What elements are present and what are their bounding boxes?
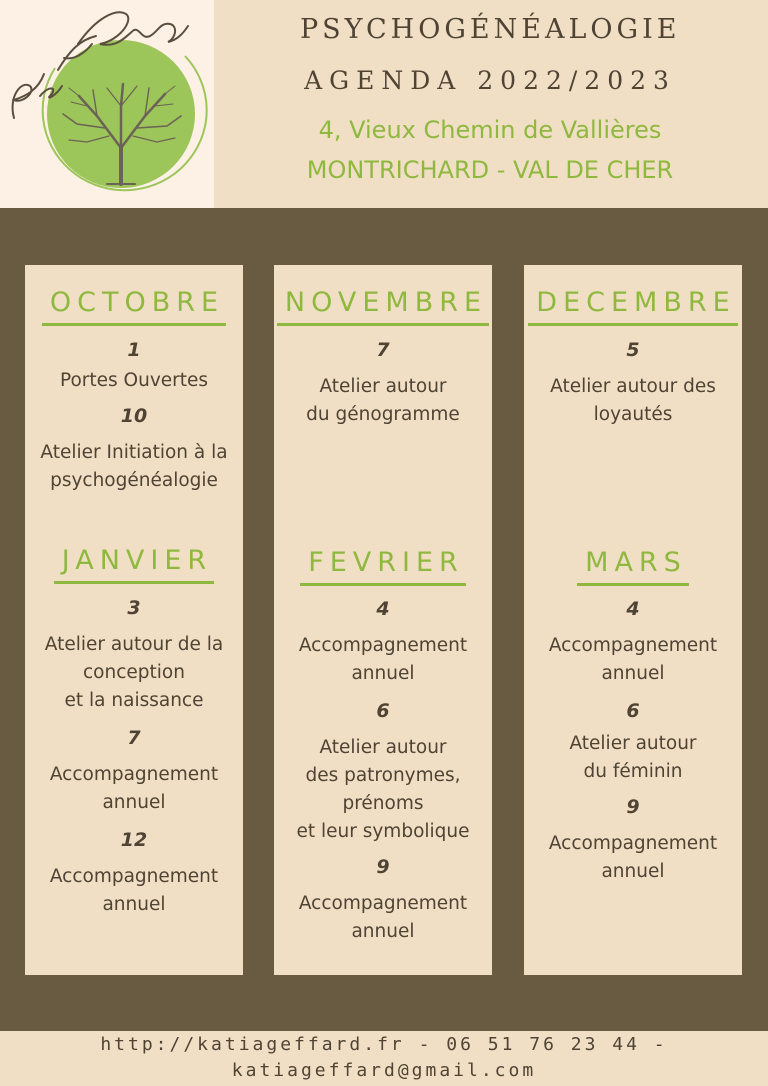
event-title: Accompagnement annuel [298,635,468,684]
address: 4, Vieux Chemin de Vallières [318,116,662,144]
month-decembre: DECEMBRE [524,285,742,326]
event-title: Atelier Initiation à la psychogénéalogie [40,442,228,491]
event-title: Portes Ouvertes [59,370,209,391]
header [0,0,768,208]
event-title: Accompagnement annuel [298,893,468,942]
event-day: 5 [626,339,640,361]
event-day: 12 [120,829,148,851]
month-entries-mars [524,596,742,886]
month-octobre: OCTOBRE [25,285,243,326]
month-entries-octobre [25,337,243,495]
event-title: Accompagnement annuel [49,866,219,915]
contact-line[interactable]: http://katiageffard.fr - 06 51 76 23 44 - [100,1034,668,1055]
month-entries-decembre [524,337,742,429]
event-title: Atelier autour du génogramme [306,376,460,425]
month-entries-fevrier [274,596,492,946]
agenda-column-1 [25,265,243,975]
month-janvier: JANVIER [25,543,243,584]
event-day: 7 [376,339,390,361]
event-day: 9 [376,856,390,878]
signature-icon [0,0,214,130]
month-mars: MARS [524,545,742,586]
event-title: Atelier autour des patronymes, prénoms et leur symbolique [296,737,470,842]
footer [0,1031,768,1086]
event-title: Accompagnement annuel [548,635,718,684]
city: MONTRICHARD - VAL DE CHER [306,156,674,184]
page-title: PSYCHOGÉNÉALOGIE [300,14,681,45]
event-day: 4 [376,598,390,620]
event-day: 3 [127,597,141,619]
logo [0,0,214,208]
event-day: 4 [626,598,640,620]
event-day: 9 [626,796,640,818]
agenda-column-3 [524,265,742,975]
event-title: Atelier autour de la conception et la naissance [44,634,224,711]
agenda-subtitle: AGENDA 2022/2023 [304,66,676,95]
month-fevrier: FEVRIER [274,545,492,586]
event-title: Accompagnement annuel [49,764,219,813]
event-day: 6 [626,700,640,722]
event-title: Atelier autour des loyautés [550,376,716,425]
event-title: Atelier autour du féminin [569,733,697,782]
event-title: Accompagnement annuel [548,833,718,882]
month-entries-novembre [274,337,492,429]
event-day: 6 [376,700,390,722]
email-link[interactable]: katiageffard@gmail.com [231,1060,537,1081]
event-day: 7 [127,727,141,749]
event-day: 1 [127,339,141,361]
agenda-column-2 [274,265,492,975]
month-novembre: NOVEMBRE [274,285,492,326]
event-day: 10 [120,405,148,427]
month-entries-janvier [25,595,243,919]
